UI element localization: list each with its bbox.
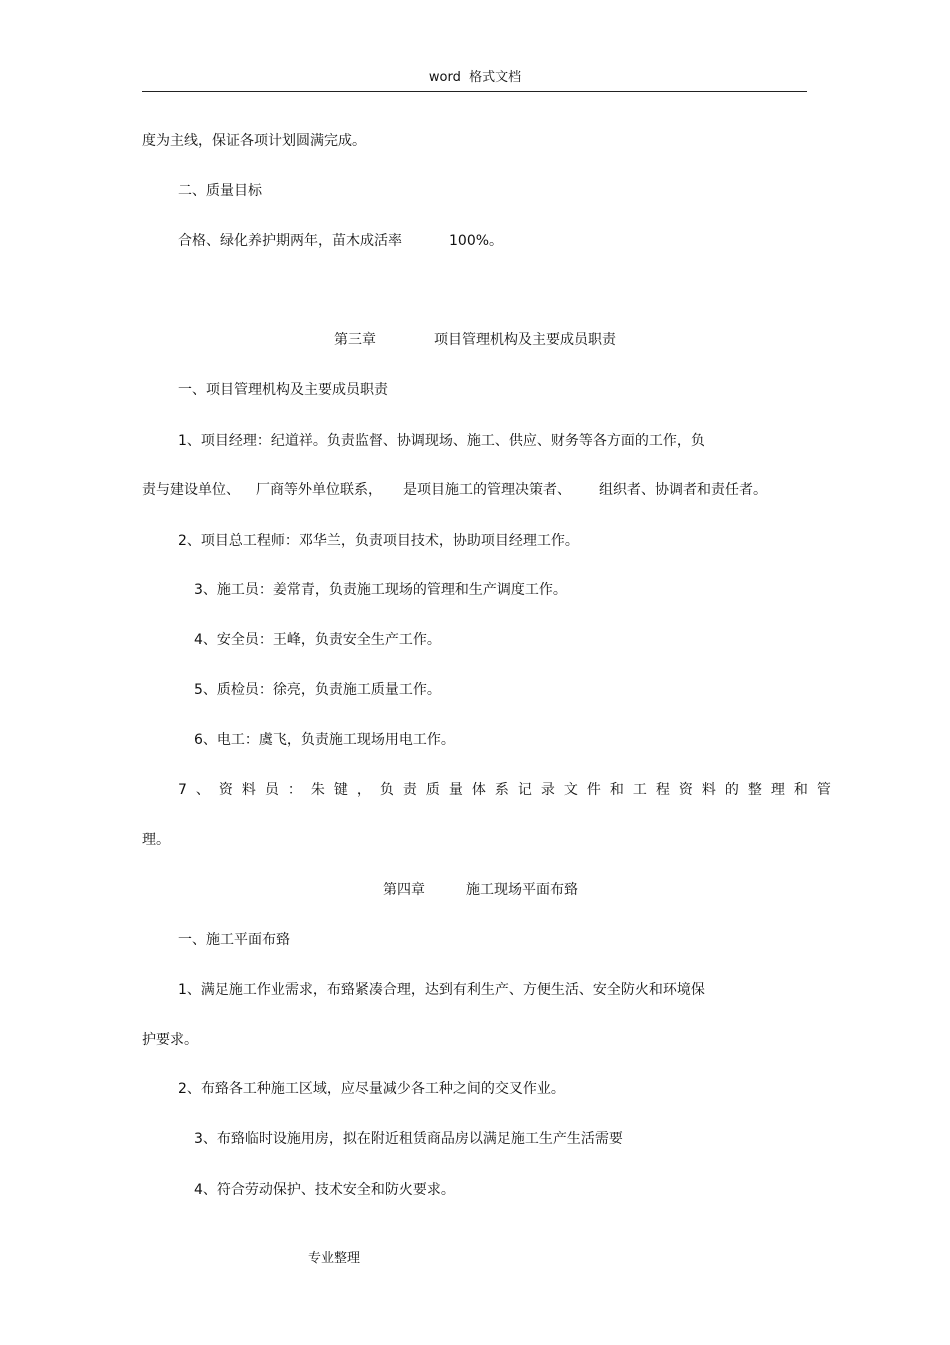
paragraph-line: 6、电工：虞飞，负责施工现场用电工作。 [194,732,455,748]
paragraph-line: 度为主线，保证各项计划圆满完成。 [142,133,366,149]
page-footer-label: 专业整理 [308,1251,361,1266]
section-heading: 二、质量目标 [178,183,262,199]
paragraph-line: 2、布臵各工种施工区域，应尽量减少各工种之间的交叉作业。 [178,1081,565,1097]
paragraph-line: 5、质检员：徐亮，负责施工质量工作。 [194,682,441,698]
paragraph-line: 是项目施工的管理决策者、 [403,482,571,498]
page-header-title: word 格式文档 [428,70,522,85]
chapter-number: 第三章 [334,332,376,348]
paragraph-line: 1、项目经理：纪道祥。负责监督、协调现场、施工、供应、财务等各方面的工作，负 [178,433,705,449]
paragraph-line: 合格、绿化养护期两年，苗木成活率 [178,233,402,249]
section-heading: 一、项目管理机构及主要成员职责 [178,382,388,398]
paragraph-line: 1、满足施工作业需求，布臵紧凑合理，达到有利生产、方便生活、安全防火和环境保 [178,982,705,998]
paragraph-line: 护要求。 [142,1032,198,1048]
paragraph-line: 厂商等外单位联系， [256,482,382,498]
chapter-title: 项目管理机构及主要成员职责 [434,332,616,348]
paragraph-line: 3、施工员：姜常青，负责施工现场的管理和生产调度工作。 [194,582,567,598]
section-heading: 一、施工平面布臵 [178,932,290,948]
paragraph-line: 4、符合劳动保护、技术安全和防火要求。 [194,1182,455,1198]
paragraph-line: 理。 [142,832,170,848]
header-divider [142,91,807,92]
paragraph-line: 3、布臵临时设施用房，拟在附近租赁商品房以满足施工生产生活需要 [194,1131,623,1147]
paragraph-line: 责与建设单位、 [142,482,240,498]
paragraph-line: 组织者、协调者和责任者。 [599,482,767,498]
paragraph-line: 2、项目总工程师：邓华兰，负责项目技术，协助项目经理工作。 [178,533,579,549]
paragraph-line: 7、资料员：朱键，负责质量体系记录文件和工程资料的整理和管 [178,782,840,798]
chapter-title: 施工现场平面布臵 [466,882,578,898]
chapter-number: 第四章 [383,882,425,898]
paragraph-line: 100%。 [449,233,504,249]
paragraph-line: 4、安全员：王峰，负责安全生产工作。 [194,632,441,648]
